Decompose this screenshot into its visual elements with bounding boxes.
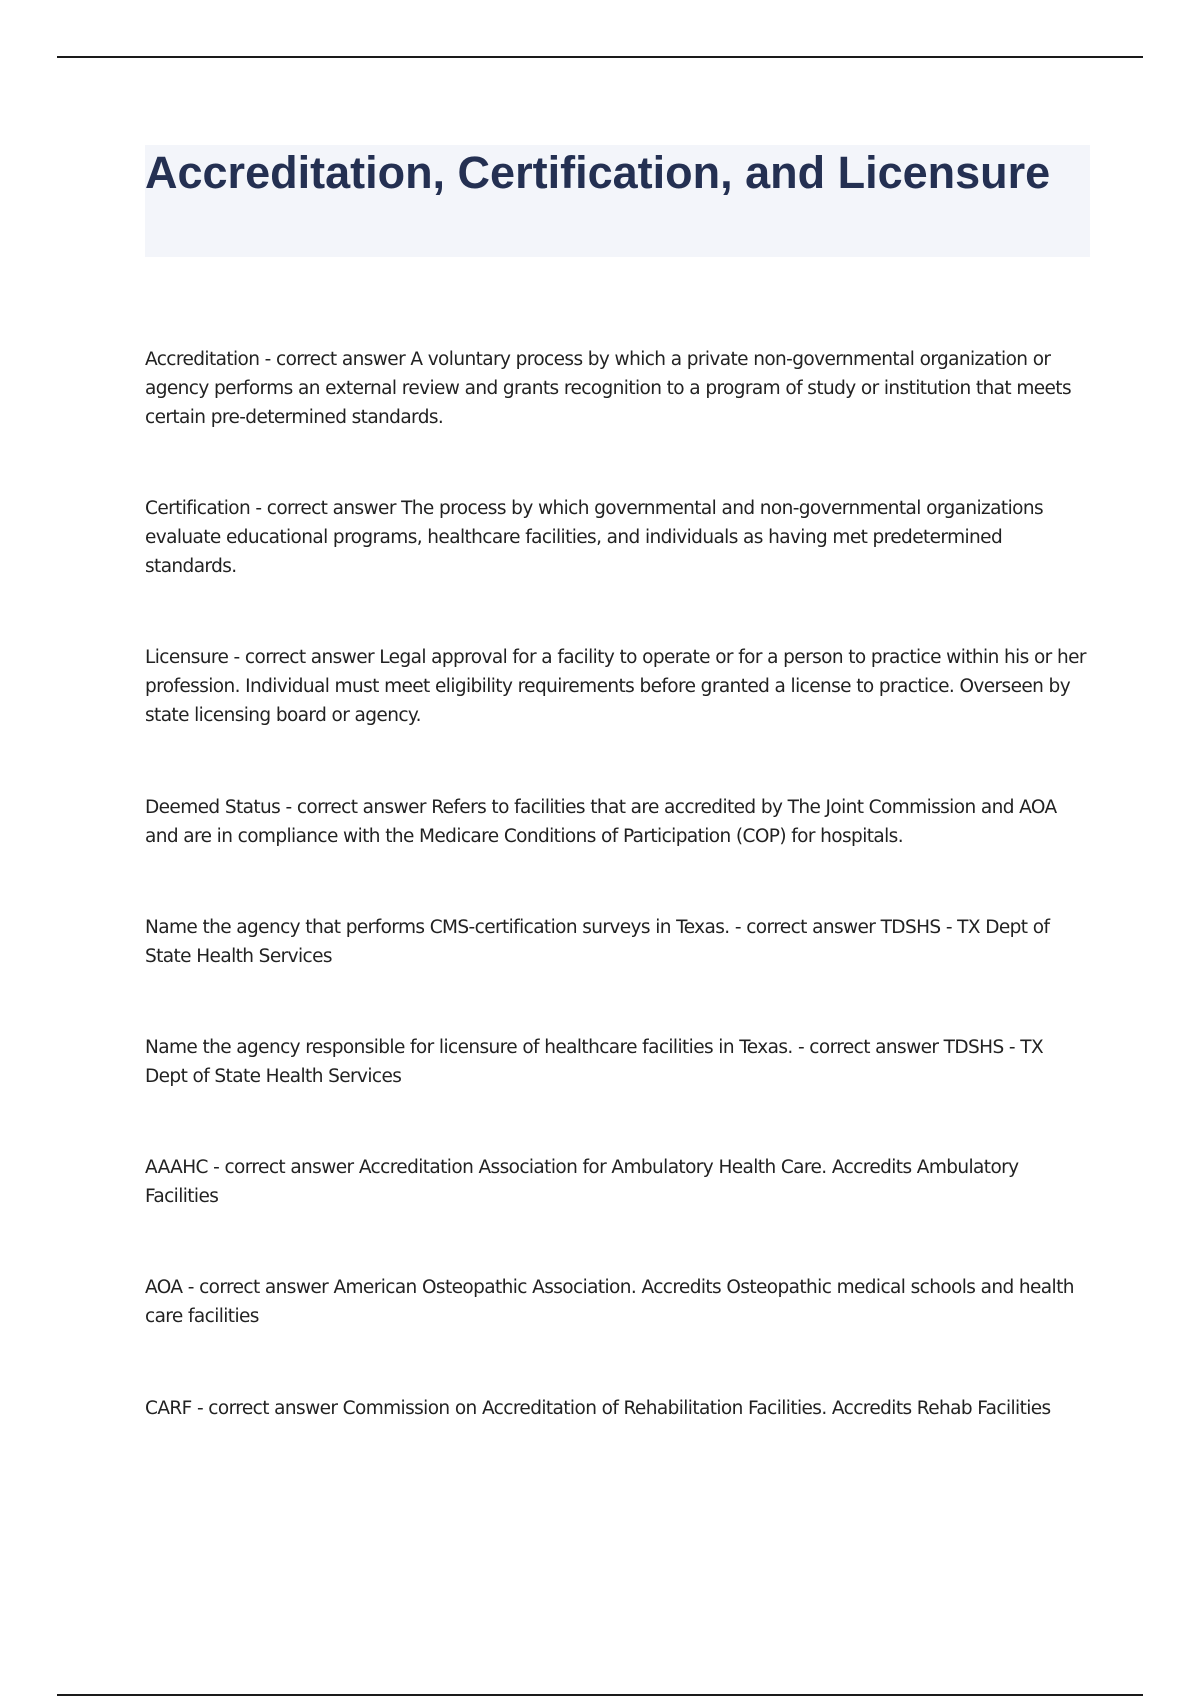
- entry-term: Name the agency responsible for licensure of healthcare facilities in Texas.: [145, 1037, 793, 1058]
- flashcard-entry: [145, 1153, 1090, 1211]
- answer-separator: - correct answer: [191, 1398, 343, 1419]
- entry-term: Licensure: [145, 647, 229, 668]
- bottom-rule: [57, 1694, 1143, 1696]
- answer-separator: - correct answer: [182, 1277, 334, 1298]
- entry-definition: A voluntary process by which a private non-governmental organization or agency performs an external review and grants recognition to a program of study or institution that meets certain pre-determined standards.: [145, 349, 1071, 428]
- entry-definition: Commission on Accreditation of Rehabilitation Facilities. Accredits Rehab Facilities: [342, 1398, 1051, 1419]
- flashcard-entry: [145, 913, 1090, 971]
- entry-definition: TDSHS - TX Dept of State Health Services: [145, 1037, 1044, 1087]
- flashcard-entry: [145, 494, 1090, 581]
- flashcard-entry: [145, 1033, 1090, 1091]
- answer-separator: - correct answer: [729, 917, 881, 938]
- entry-term: Accreditation: [145, 349, 260, 370]
- answer-separator: - correct answer: [207, 1157, 359, 1178]
- entry-definition: American Osteopathic Association. Accredits Osteopathic medical schools and health care facilities: [145, 1277, 1074, 1327]
- top-rule: [57, 56, 1143, 58]
- answer-separator: - correct answer: [228, 647, 380, 668]
- flashcard-entry: [145, 1394, 1090, 1423]
- answer-separator: - correct answer: [250, 498, 402, 519]
- flashcard-entry: [145, 1273, 1090, 1331]
- answer-separator: - correct answer: [280, 797, 432, 818]
- entry-term: Certification: [145, 498, 251, 519]
- entry-term: CARF: [145, 1398, 192, 1419]
- entry-term: AAAHC: [145, 1157, 208, 1178]
- answer-separator: - correct answer: [792, 1037, 944, 1058]
- entry-definition: Refers to facilities that are accredited by The Joint Commission and AOA and are in compliance with the Medicare Conditions of Participation (COP) for hospitals.: [145, 797, 1057, 847]
- flashcard-entry: [145, 643, 1090, 730]
- entry-term: Deemed Status: [145, 797, 281, 818]
- flashcard-entry: [145, 793, 1090, 851]
- entry-definition: Legal approval for a facility to operate or for a person to practice within his or her profession. Individual must meet eligibility requirements before granted a license to practice. Overseen by state licensing board or agency.: [145, 647, 1086, 726]
- entry-definition: The process by which governmental and non-governmental organizations evaluate educational programs, healthcare facilities, and individuals as having met predetermined standards.: [145, 498, 1043, 577]
- entry-definition: TDSHS - TX Dept of State Health Services: [145, 917, 1050, 967]
- entry-definition: Accreditation Association for Ambulatory Health Care. Accredits Ambulatory Facilities: [145, 1157, 1019, 1207]
- page-title: Accreditation, Certification, and Licensure: [145, 147, 1051, 198]
- answer-separator: - correct answer: [259, 349, 411, 370]
- title-block: [145, 145, 1090, 257]
- entry-term: AOA: [145, 1277, 183, 1298]
- entry-term: Name the agency that performs CMS-certification surveys in Texas.: [145, 917, 730, 938]
- flashcard-entry: [145, 345, 1090, 432]
